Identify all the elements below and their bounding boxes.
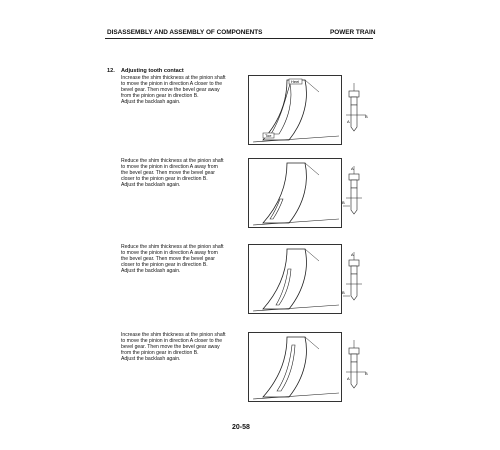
instruction-line: to move the pinion in direction A away from (121, 250, 218, 257)
pinion-shaft-diagram-2 (340, 158, 370, 228)
direction-label-a: A (347, 376, 350, 381)
instruction-line: closer to the pinion gear in direction B. (121, 262, 208, 269)
page-number: 20-58 (232, 424, 250, 431)
heel-label: Heel (291, 79, 300, 84)
section-number: 12. (107, 68, 115, 74)
direction-label-b: B (342, 290, 345, 295)
header-rule (105, 38, 373, 39)
header-left-title: DISASSEMBLY AND ASSEMBLY OF COMPONENTS (107, 29, 263, 36)
instruction-line: Adjust the backlash again. (121, 182, 181, 189)
toe-label: Toe (265, 133, 272, 138)
pinion-shaft-diagram-4 (340, 332, 370, 402)
instruction-line: bevel gear. Then move the bevel gear away (121, 344, 220, 351)
instruction-line: Reduce the shim thickness at the pinion shaft (121, 244, 224, 250)
direction-label-a: A (351, 252, 354, 257)
instruction-line: Increase the shim thickness at the pinion shaft (121, 75, 226, 81)
instruction-line: Adjust the backlash again. (121, 268, 181, 275)
tooth-contact-diagram-3 (248, 244, 342, 314)
instruction-line: the bevel gear. Then move the bevel gear (121, 256, 215, 263)
instruction-line: closer to the pinion gear in direction B. (121, 176, 208, 183)
section-title: Adjusting tooth contact (121, 68, 184, 74)
pinion-shaft-diagram-3 (340, 244, 370, 314)
instruction-line: to move the pinion in direction A closer to the (121, 338, 223, 345)
instruction-line: from the pinion gear in direction B. (121, 350, 199, 357)
tooth-contact-diagram-1 (248, 75, 342, 145)
instruction-line: Reduce the shim thickness at the pinion shaft (121, 158, 224, 164)
direction-label-b: B (365, 114, 368, 119)
direction-label-b: B (342, 200, 345, 205)
instruction-line: Increase the shim thickness at the pinion shaft (121, 332, 226, 338)
instruction-line: the bevel gear. Then move the bevel gear (121, 170, 215, 177)
tooth-contact-diagram-2 (248, 158, 342, 228)
instruction-block-2 (121, 158, 247, 188)
header-right-title: POWER TRAIN (330, 29, 376, 36)
direction-label-b: B (365, 371, 368, 376)
pinion-shaft-diagram-1 (340, 75, 370, 145)
instruction-block-4 (121, 332, 247, 362)
instruction-line: to move the pinion in direction A away from (121, 164, 218, 171)
instruction-line: bevel gear. Then move the bevel gear away (121, 87, 220, 94)
instruction-block-1 (121, 75, 247, 105)
instruction-line: to move the pinion in direction A closer to the (121, 81, 223, 88)
instruction-line: Adjust the backlash again. (121, 99, 181, 106)
direction-label-a: A (347, 119, 350, 124)
tooth-contact-diagram-4 (248, 332, 342, 402)
instruction-line: Adjust the backlash again. (121, 356, 181, 363)
direction-label-a: A (351, 166, 354, 171)
instruction-block-3 (121, 244, 247, 274)
instruction-line: from the pinion gear in direction B. (121, 93, 199, 100)
